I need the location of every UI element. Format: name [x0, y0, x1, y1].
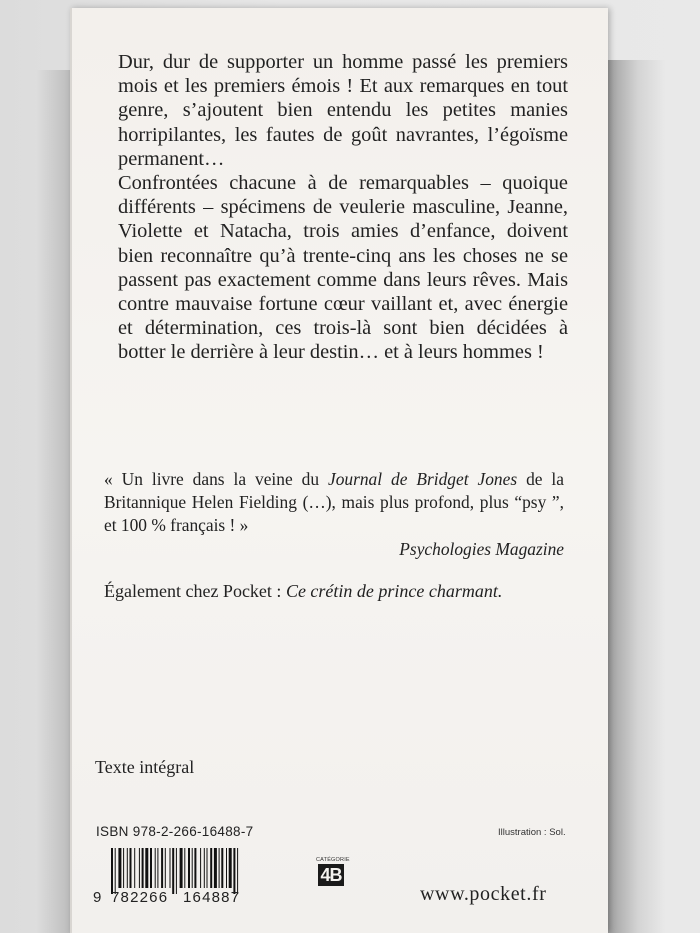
book-shadow-left [36, 70, 72, 933]
barcode-bar [226, 848, 227, 888]
blurb-paragraph-1: Dur, dur de supporter un homme passé les premiers mois et les premiers émois ! Et aux remarques en tout genre, s’ajoutent bien entendu les petites manies horripilantes, les fautes de goût navrantes, l’égoïsme permanent… [118, 51, 568, 170]
category-label: CATÉGORIE [316, 857, 350, 863]
book-shadow-right [605, 60, 665, 933]
price-category [316, 857, 350, 886]
barcode-bar [165, 848, 166, 888]
barcode-digits-right: 164887 [183, 889, 241, 906]
barcode-bar [123, 848, 124, 888]
isbn-text: ISBN 978-2-266-16488-7 [96, 824, 254, 839]
barcode-bar [237, 848, 238, 894]
barcode-bar [150, 848, 152, 888]
barcode-digits-left: 782266 [111, 889, 169, 906]
barcode-bar [180, 848, 183, 888]
barcode-bar [142, 848, 144, 888]
book-edge [70, 8, 72, 933]
also-available-title: Ce crétin de prince charmant. [285, 581, 503, 601]
quote-text-start: « Un livre dans la veine du [104, 469, 328, 489]
barcode-bar [229, 848, 232, 888]
barcode-bar [176, 848, 177, 894]
barcode-bar [111, 848, 113, 894]
blurb-paragraph-2: Confrontées chacune à de remarquables – quoique différents – spécimens de veulerie masculine, Jeanne, Violette et Natacha, trois amies d’enfance, doivent bien reconnaître qu’à trente-cinq ans les choses ne se passent pas exactement comme dans leurs rêves. Mais contre mauvaise fortune cœur vaillant et, avec énergie et détermination, ces trois-là sont bien décidées à botter le derrière à leur destin… et à leurs hommes ! [118, 172, 568, 364]
illustration-credit: Illustration : Sol. [498, 827, 566, 838]
barcode-bar [157, 848, 158, 888]
back-cover-blurb [118, 50, 568, 365]
barcode-bar [188, 848, 190, 888]
press-quote [104, 468, 564, 537]
barcode-bar [170, 848, 171, 888]
barcode-bar [214, 848, 217, 888]
also-available [104, 581, 574, 602]
barcode-bar [145, 848, 148, 888]
barcode-bar [192, 848, 193, 888]
barcode-bar [221, 848, 223, 888]
barcode-bar [155, 848, 156, 888]
quote-text-end: de la Britannique Helen Fielding (…), mais plus profond, plus “psy ”, et 100 % français ! » [104, 469, 564, 535]
barcode-bar [115, 848, 116, 894]
barcode-bar [184, 848, 185, 888]
barcode-bar [139, 848, 140, 888]
barcode-bar [134, 848, 135, 888]
barcode-bar [172, 848, 174, 894]
barcode-bar [200, 848, 201, 888]
quote-source: Psychologies Magazine [399, 539, 564, 559]
barcode-digit-first: 9 [93, 889, 102, 906]
quote-book-title: Journal de Bridget Jones [327, 469, 518, 489]
also-available-label: Également chez Pocket : [104, 581, 286, 601]
barcode-bar [130, 848, 132, 888]
barcode-bar [118, 848, 121, 888]
barcode-bar [194, 848, 196, 888]
barcode-bar [207, 848, 208, 888]
category-code: 4B [320, 865, 342, 885]
barcode [111, 848, 271, 894]
barcode-bar [161, 848, 163, 888]
edition-note: Texte intégral [95, 757, 195, 777]
publisher-website: www.pocket.fr [420, 883, 547, 905]
barcode-bar [204, 848, 205, 888]
barcode-bar [219, 848, 220, 888]
barcode-bar [210, 848, 212, 888]
barcode-bar [127, 848, 128, 888]
barcode-digits [93, 889, 240, 906]
barcode-bar [233, 848, 235, 894]
